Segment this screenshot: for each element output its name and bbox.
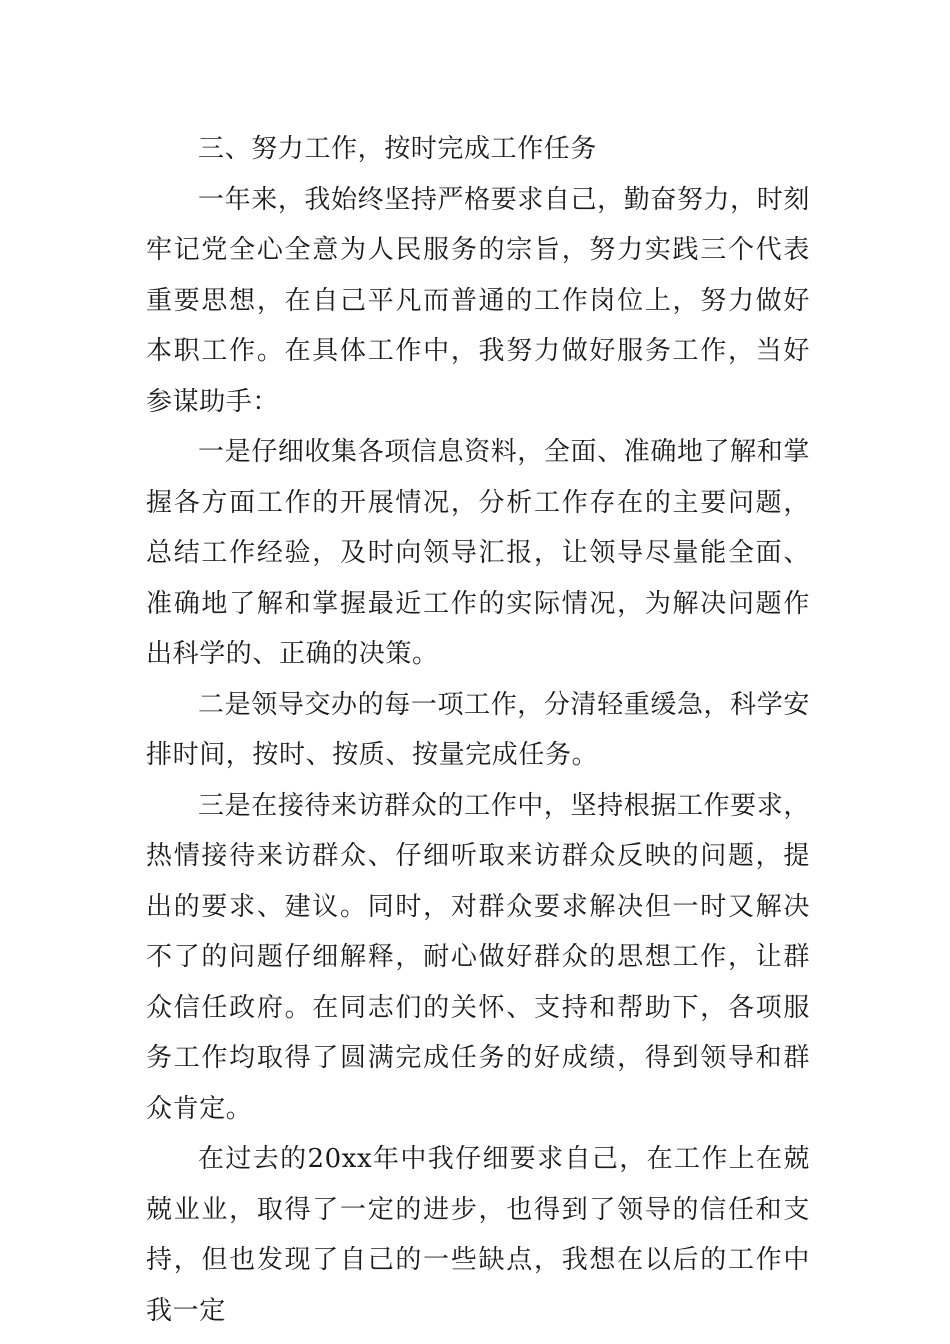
paragraph-point-three: 三是在接待来访群众的工作中，坚持根据工作要求，热情接待来访群众、仔细听取来访群众反映的问题，提出的要求、建议。同时，对群众要求解决但一时又解决不了的问题仔细解释，耐心做好群众的思想工作，让群众信任政府。在同志们的关怀、支持和帮助下，各项服务工作均取得了圆满完成任务的好成绩，得到领导和群众肯定。 [146, 790, 810, 1124]
paragraph-point-two: 二是领导交办的每一项工作，分清轻重缓急，科学安排时间，按时、按质、按量完成任务。 [146, 689, 810, 770]
document-body [146, 124, 810, 1336]
paragraph-point-one: 一是仔细收集各项信息资料，全面、准确地了解和掌握各方面工作的开展情况，分析工作存在的主要问题，总结工作经验，及时向领导汇报，让领导尽量能全面、准确地了解和掌握最近工作的实际情况，为解决问题作出科学的、正确的决策。 [146, 437, 810, 669]
section-heading: 三、努力工作，按时完成工作任务 [198, 134, 598, 164]
paragraph-intro: 一年来，我始终坚持严格要求自己，勤奋努力，时刻牢记党全心全意为人民服务的宗旨，努力实践三个代表重要思想，在自己平凡而普通的工作岗位上，努力做好本职工作。在具体工作中，我努力做好服务工作，当好参谋助手： [146, 184, 810, 417]
paragraph-summary: 在过去的20xx年中我仔细要求自己，在工作上在兢兢业业，取得了一定的进步，也得到了领导的信任和支持，但也发现了自己的一些缺点，我想在以后的工作中我一定 [146, 1144, 810, 1326]
